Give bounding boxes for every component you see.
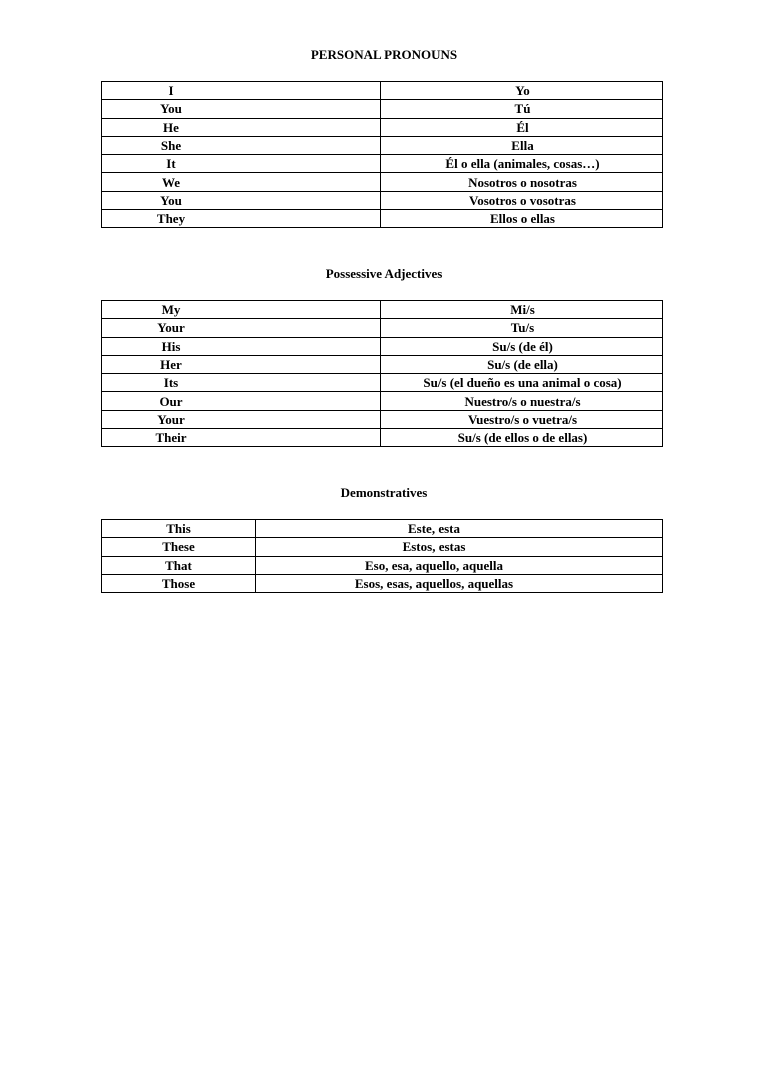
spanish-cell: Estos, estas [256, 538, 663, 556]
english-cell: Those [102, 574, 256, 592]
table-row [102, 191, 663, 209]
table-row [102, 337, 663, 355]
spanish-cell: Nuestro/s o nuestra/s [381, 392, 663, 410]
spanish-cell: Yo [381, 82, 663, 100]
english-cell: It [102, 155, 381, 173]
spanish-cell: Mi/s [381, 301, 663, 319]
spanish-cell: Eso, esa, aquello, aquella [256, 556, 663, 574]
english-cell: That [102, 556, 256, 574]
spanish-cell: Ellos o ellas [381, 210, 663, 228]
table-row [102, 136, 663, 154]
table-row [102, 374, 663, 392]
table-row [102, 118, 663, 136]
demonstratives-table [101, 519, 663, 593]
table-row [102, 520, 663, 538]
table-row [102, 410, 663, 428]
spanish-cell: Ella [381, 136, 663, 154]
english-cell: He [102, 118, 381, 136]
spanish-cell: Tu/s [381, 319, 663, 337]
table-row [102, 301, 663, 319]
possessive-adjectives-heading: Possessive Adjectives [325, 266, 443, 281]
spanish-cell: Su/s (de ella) [381, 355, 663, 373]
demonstratives-heading: Demonstratives [340, 485, 428, 500]
english-cell: Your [102, 410, 381, 428]
table-row [102, 429, 663, 447]
english-cell: These [102, 538, 256, 556]
english-cell: She [102, 136, 381, 154]
spanish-cell: Tú [381, 100, 663, 118]
table-row [102, 556, 663, 574]
spanish-cell: Este, esta [256, 520, 663, 538]
personal-pronouns-table [101, 81, 663, 228]
english-cell: We [102, 173, 381, 191]
table-row [102, 574, 663, 592]
table-row [102, 173, 663, 191]
english-cell: They [102, 210, 381, 228]
english-cell: His [102, 337, 381, 355]
english-cell: Their [102, 429, 381, 447]
possessive-adjectives-table [101, 300, 663, 447]
english-cell: I [102, 82, 381, 100]
spanish-cell: Vuestro/s o vuetra/s [381, 410, 663, 428]
english-cell: Your [102, 319, 381, 337]
spanish-cell: Su/s (de ellos o de ellas) [381, 429, 663, 447]
spanish-cell: Su/s (el dueño es una animal o cosa) [381, 374, 663, 392]
english-cell: You [102, 191, 381, 209]
spanish-cell: Él [381, 118, 663, 136]
table-row [102, 392, 663, 410]
spanish-cell: Su/s (de él) [381, 337, 663, 355]
spanish-cell: Él o ella (animales, cosas…) [381, 155, 663, 173]
table-row [102, 319, 663, 337]
spanish-cell: Esos, esas, aquellos, aquellas [256, 574, 663, 592]
english-cell: Our [102, 392, 381, 410]
english-cell: My [102, 301, 381, 319]
table-row [102, 538, 663, 556]
english-cell: Its [102, 374, 381, 392]
english-cell: This [102, 520, 256, 538]
table-row [102, 155, 663, 173]
table-row [102, 100, 663, 118]
table-row [102, 82, 663, 100]
spanish-cell: Nosotros o nosotras [381, 173, 663, 191]
personal-pronouns-heading: PERSONAL PRONOUNS [310, 47, 458, 62]
table-row [102, 210, 663, 228]
spanish-cell: Vosotros o vosotras [381, 191, 663, 209]
table-row [102, 355, 663, 373]
english-cell: You [102, 100, 381, 118]
english-cell: Her [102, 355, 381, 373]
